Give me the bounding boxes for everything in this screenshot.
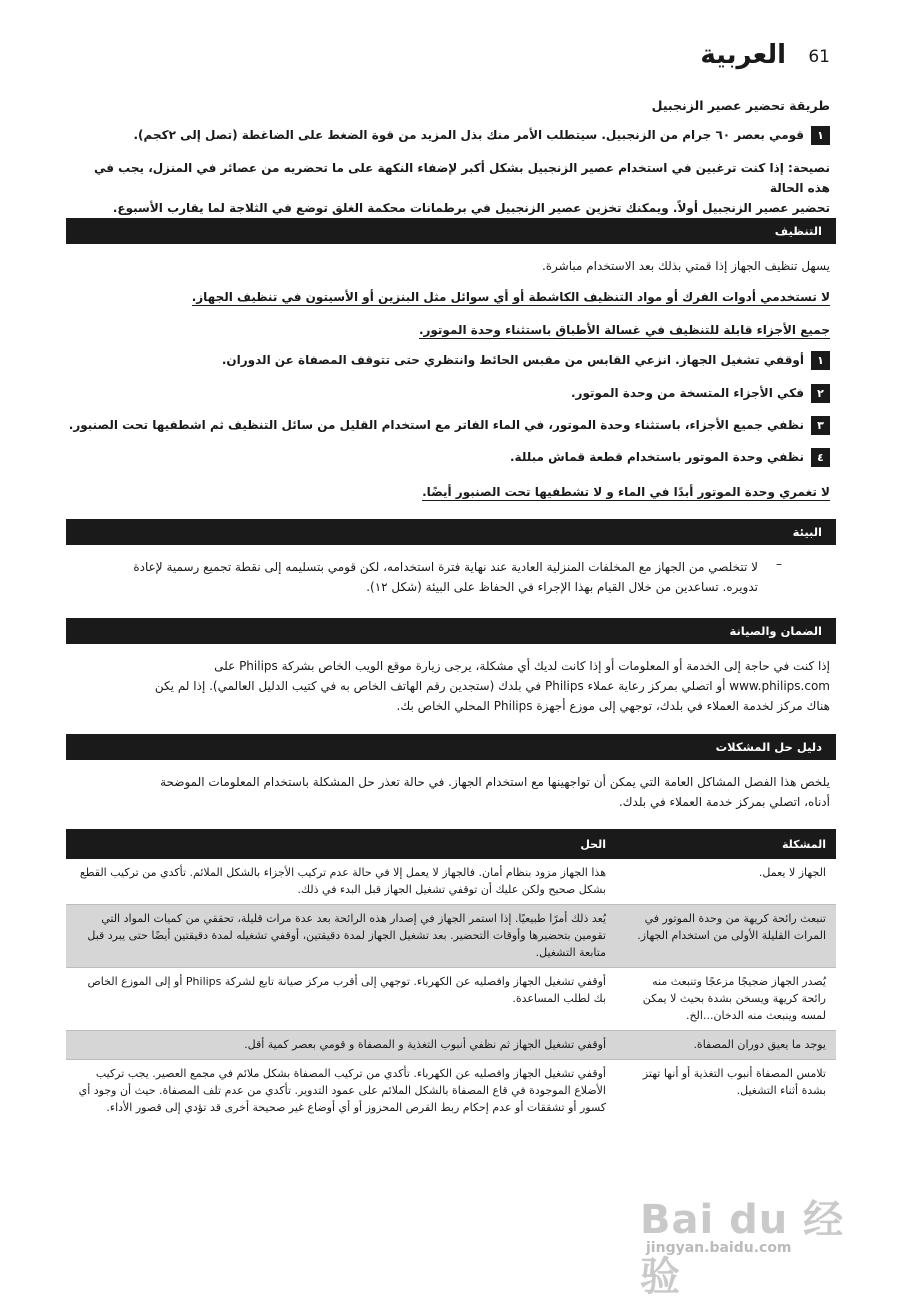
warning-text: لا تغمري وحدة الموتور أبدًا في الماء و لا تشطفيها تحت الصنبور أيضًا. — [422, 485, 830, 499]
step-text: قومي بعصر ٦٠ جرام من الزنجبيل. سيتطلب الأمر منك بذل المزيد من قوة الضغط على الضاغطة (تصل إلى ٢كجم). — [133, 128, 804, 142]
environment-text — [38, 557, 758, 597]
problem-cell: يوجد ما يعيق دوران المصفاة. — [616, 1031, 836, 1060]
section-bar-environment — [66, 519, 836, 545]
troubleshooting-table — [66, 829, 836, 1122]
page-number: 61 — [808, 47, 830, 67]
troubleshooting-intro — [70, 772, 830, 812]
guarantee-line: إذا كنت في حاجة إلى الخدمة أو المعلومات أو إذا كانت لديك أي مشكلة، يرجى زيارة موقع الويب الخاص بشركة Philips على — [214, 659, 830, 673]
bullet-dash: – — [776, 557, 782, 571]
problem-cell: الجهاز لا يعمل. — [758, 866, 826, 879]
baidu-watermark — [640, 1188, 850, 1300]
table-row — [66, 1060, 836, 1123]
step-text: نظفي جميع الأجزاء، باستثناء وحدة الموتور، في الماء الفاتر مع استخدام القليل من سائل التنظيف ثم اشطفيها تحت الصنبور. — [68, 418, 804, 432]
step-text: نظفي وحدة الموتور باستخدام قطعة قماش مبللة. — [509, 450, 804, 464]
guarantee-line: www.philips.com أو اتصلي بمركز رعاية عملاء Philips في بلدك (ستجدين رقم الهاتف الخاص به في كتيب الدليل العالمي). إذا لم يكن — [154, 679, 830, 693]
guarantee-line: هناك مركز لخدمة العملاء في بلدك، توجهي إلى موزع أجهزة Philips المحلي الخاص بك. — [396, 699, 830, 713]
section-title: البيئة — [792, 525, 822, 539]
step-number-badge: ٢ — [811, 384, 830, 403]
section-title: الضمان والصيانة — [729, 624, 822, 638]
page-header — [70, 38, 830, 78]
environment-line: لا تتخلصي من الجهاز مع المخلفات المنزلية العادية عند نهاية فترة استخدامه، لكن قومي بتسليمه إلى نقطة تجميع رسمية لإعادة — [133, 560, 758, 574]
warning-text: لا تستخدمي أدوات الفرك أو مواد التنظيف الكاشطة أو أي سوائل مثل البنزين أو الأسيتون في تنظيف الجهاز. — [191, 290, 830, 304]
intro-line: أدناه، اتصلي بمركز خدمة العملاء في بلدك. — [618, 795, 830, 809]
header-solution: الحل — [66, 829, 616, 859]
watermark-brand: Bai du 经验 — [640, 1197, 845, 1300]
step-text: أوقفي تشغيل الجهاز. انزعي القابس من مقبس الحائط وانتظري حتى تتوقف المصفاة عن الدوران. — [221, 353, 804, 367]
step-number-badge: ٣ — [811, 416, 830, 435]
problem-cell: تلامس المصفاة أنبوب التغذية أو أنها تهتز بشدة أثناء التشغيل. — [616, 1060, 836, 1123]
section-bar-guarantee — [66, 618, 836, 644]
environment-line: تدويره. تساعدين من خلال القيام بهذا الإجراء في الحفاظ على البيئة (شكل ١٢). — [366, 580, 758, 594]
tip-line: نصيحة: إذا كنت ترغبين في استخدام عصير الزنجبيل بشكل أكبر لإضفاء النكهة على ما تحضريه من عصائر في المنزل، يجب في هذه الحالة — [93, 161, 830, 195]
ginger-tip — [70, 158, 830, 218]
tip-line: تحضير عصير الزنجبيل أولاً. ويمكنك تخزين عصير الزنجبيل في برطمانات محكمة الغلق توضع في الثلاجة لما يقارب الأسبوع. — [112, 201, 830, 215]
solution-cell: هذا الجهاز مزود بنظام أمان. فالجهاز لا يعمل إلا في حالة عدم تركيب الأجزاء بالشكل الملائم. تأكدي من تركيب القطع بشكل صحيح ولكن عليك أن توقفي تشغيل الجهاز قبل البدء في ذلك. — [79, 866, 606, 896]
header-problem: المشكلة — [616, 829, 836, 859]
cleaning-warning-3 — [70, 482, 830, 502]
cleaning-warning-2 — [70, 320, 830, 340]
table-row — [66, 1031, 836, 1060]
step-number-badge: ٤ — [811, 448, 830, 467]
step-text: فكي الأجزاء المتسخة من وحدة الموتور. — [570, 386, 804, 400]
cleaning-warning-1 — [70, 287, 830, 307]
section-title: دليل حل المشكلات — [715, 740, 822, 754]
solution-cell: أوقفي تشغيل الجهاز ثم نظفي أنبوب التغذية و المصفاة و قومي بعصر كمية أقل. — [66, 1031, 616, 1060]
warning-text: جميع الأجزاء قابلة للتنظيف في غسالة الأطباق باستثناء وحدة الموتور. — [418, 323, 830, 337]
table-row — [66, 905, 836, 968]
section-bar-cleaning — [66, 218, 836, 244]
section-bar-troubleshooting — [66, 734, 836, 760]
table-row — [66, 968, 836, 1031]
solution-cell: أوقفي تشغيل الجهاز وافصليه عن الكهرباء. تأكدي من تركيب المصفاة بشكل ملائم في مجمع العصير. يجب تركيب الأضلاع الموجودة في قاع المصفاة بالشكل الملائم على عمود التدوير. تأكدي من عدم تلف المصفاة. حيث أن وجود أي كسور أو تشققات أو عدم إحكام ربط القرص المحزوز أو أي أوضاع غير صحيحة أخرى قد تؤدي إلى قصور الأداء. — [66, 1060, 616, 1123]
problem-cell: تنبعث رائحة كريهة من وحدة الموتور في المرات القليلة الأولى من استخدام الجهاز. — [616, 905, 836, 968]
ginger-heading: طريقة تحضير عصير الزنجبيل — [651, 98, 830, 113]
solution-cell: يُعد ذلك أمرًا طبيعيًا. إذا استمر الجهاز في إصدار هذه الرائحة بعد عدة مرات قليلة، تحققي من كميات المواد التي تقومين بتحضيرها وأوقات التحضير. بعد تشغيل الجهاز لمدة دقيقتين، أوقفي تشغيله لمدة دقيقتين أيضًا حتى يبرد قبل متابعة التشغيل. — [66, 905, 616, 968]
language-title: العربية — [700, 40, 786, 70]
section-title: التنظيف — [774, 224, 822, 238]
cleaning-intro: يسهل تنظيف الجهاز إذا قمتي بذلك بعد الاستخدام مباشرة. — [541, 259, 830, 273]
table-header-row — [66, 829, 836, 859]
problem-cell: يُصدر الجهاز ضجيجًا مزعجًا وتنبعث منه رائحة كريهة ويسخن بشدة بحيث لا يمكن لمسه وينبعث منه الدخان...الخ. — [616, 968, 836, 1031]
step-number-badge: ١ — [811, 126, 830, 145]
table-row — [66, 859, 836, 905]
intro-line: يلخص هذا الفصل المشاكل العامة التي يمكن أن تواجهينها مع استخدام الجهاز. في حالة تعذر حل المشكلة باستخدام المعلومات الموضحة — [160, 775, 830, 789]
guarantee-text — [70, 656, 830, 716]
step-number-badge: ١ — [811, 351, 830, 370]
solution-cell: أوقفي تشغيل الجهاز وافصليه عن الكهرباء. توجهي إلى أقرب مركز صيانة تابع لشركة Philips أو إلى الموزع الخاص بك لطلب المساعدة. — [66, 968, 616, 1031]
watermark-url: jingyan.baidu.com — [646, 1240, 792, 1256]
environment-item — [70, 557, 830, 601]
